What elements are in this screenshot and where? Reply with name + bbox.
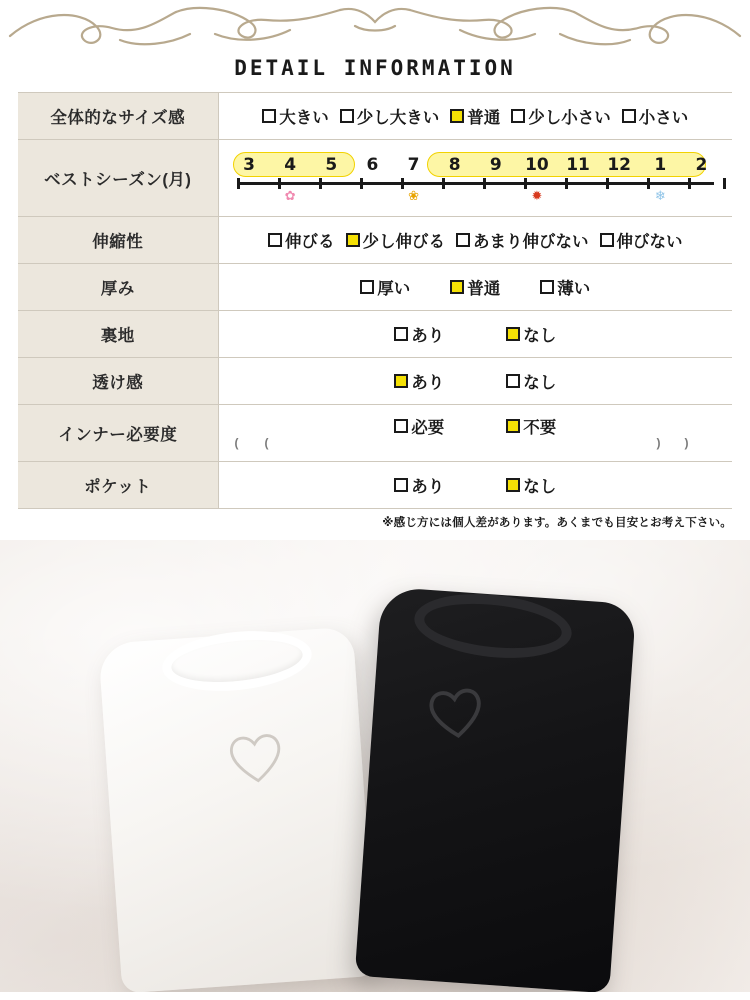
option-item-selected[interactable]: なし	[506, 322, 556, 346]
checkbox-icon[interactable]	[506, 327, 520, 341]
season-tick	[360, 178, 363, 189]
checkbox-icon[interactable]	[346, 233, 360, 247]
season-month: 9	[489, 155, 502, 175]
option-item[interactable]: あまり伸びない	[456, 228, 589, 252]
checkbox-icon[interactable]	[450, 109, 464, 123]
decorative-divider	[0, 0, 750, 52]
row-value	[218, 93, 732, 140]
season-tick	[565, 178, 568, 189]
season-tick	[647, 178, 650, 189]
season-month: 3	[243, 155, 255, 175]
season-tick	[723, 178, 726, 189]
checkbox-icon[interactable]	[268, 233, 282, 247]
checkbox-icon[interactable]	[450, 280, 464, 294]
option-item-selected[interactable]: なし	[506, 473, 556, 497]
season-axis-line	[237, 182, 715, 185]
season-tick	[278, 178, 281, 189]
option-item[interactable]: 必要	[394, 414, 444, 438]
checkbox-icon[interactable]	[456, 233, 470, 247]
row-label: 全体的なサイズ感	[18, 93, 218, 140]
row-label: ベストシーズン(月)	[18, 140, 218, 217]
option-item[interactable]: 小さい	[622, 104, 689, 128]
checkbox-icon[interactable]	[394, 419, 408, 433]
season-month: 5	[325, 155, 338, 175]
option-item[interactable]: なし	[506, 369, 556, 393]
sunflower-icon: ❀	[408, 188, 420, 203]
season-tick	[688, 178, 691, 189]
row-label: インナー必要度	[18, 405, 218, 462]
maple-leaf-icon: ✹	[531, 188, 543, 203]
checkbox-icon[interactable]	[506, 419, 520, 433]
table-row	[18, 405, 732, 462]
season-axis	[229, 178, 723, 188]
checkbox-icon[interactable]	[340, 109, 354, 123]
checkbox-icon[interactable]	[506, 374, 520, 388]
season-month: 1	[654, 155, 667, 175]
option-item-selected[interactable]: あり	[394, 369, 444, 393]
option-item[interactable]: 少し大きい	[340, 104, 440, 128]
table-row	[18, 217, 732, 264]
checkbox-icon[interactable]	[394, 327, 408, 341]
checkbox-icon[interactable]	[540, 280, 554, 294]
option-item[interactable]: 大きい	[262, 104, 329, 128]
heart-cutout-icon	[425, 682, 487, 744]
season-month: 7	[407, 155, 420, 175]
disclaimer-note: ※感じ方には個人差があります。あくまでも目安とお考え下さい。	[382, 517, 732, 529]
option-item[interactable]: あり	[394, 473, 444, 497]
season-month: 10	[525, 155, 549, 175]
checkbox-icon[interactable]	[622, 109, 636, 123]
season-tick	[442, 178, 445, 189]
row-label: 厚み	[18, 264, 218, 311]
season-month: 12	[607, 155, 632, 175]
checkbox-icon[interactable]	[511, 109, 525, 123]
season-tick	[524, 178, 527, 189]
option-item-selected[interactable]: 普通	[450, 275, 500, 299]
table-row	[18, 93, 732, 140]
heart-cutout-icon	[225, 727, 287, 789]
row-value	[218, 358, 732, 405]
row-value	[218, 217, 732, 264]
row-label: 透け感	[18, 358, 218, 405]
option-item-selected[interactable]: 不要	[506, 414, 556, 438]
checkbox-icon[interactable]	[394, 374, 408, 388]
season-month: 2	[695, 155, 708, 175]
season-tick	[483, 178, 486, 189]
option-item-selected[interactable]: 少し伸びる	[346, 228, 446, 252]
row-value	[218, 311, 732, 358]
option-item[interactable]: あり	[394, 322, 444, 346]
decorative-parens: ( ( ) )	[234, 436, 689, 450]
cherry-blossom-icon: ✿	[284, 188, 296, 203]
option-item[interactable]: 伸びない	[600, 228, 683, 252]
row-value	[218, 405, 732, 462]
checkbox-icon[interactable]	[262, 109, 276, 123]
season-month: 11	[566, 155, 590, 175]
season-tick	[606, 178, 609, 189]
checkbox-icon[interactable]	[506, 478, 520, 492]
season-month: 4	[284, 155, 297, 175]
season-month: 6	[366, 155, 379, 175]
table-row	[18, 462, 732, 509]
option-item[interactable]: 少し小さい	[511, 104, 611, 128]
row-label: 伸縮性	[18, 217, 218, 264]
row-label: ポケット	[18, 462, 218, 509]
product-photo	[0, 540, 750, 992]
row-value	[218, 264, 732, 311]
page-title: DETAIL INFORMATION	[234, 56, 516, 80]
detail-information-table	[18, 92, 732, 509]
row-value	[218, 140, 732, 217]
option-item[interactable]: 伸びる	[268, 228, 335, 252]
snowflake-icon: ❄	[654, 188, 666, 203]
row-value	[218, 462, 732, 509]
checkbox-icon[interactable]	[600, 233, 614, 247]
checkbox-icon[interactable]	[394, 478, 408, 492]
season-tick	[401, 178, 404, 189]
season-month: 8	[448, 155, 461, 175]
table-row	[18, 358, 732, 405]
option-item-selected[interactable]: 普通	[450, 104, 500, 128]
table-row	[18, 140, 732, 217]
row-label: 裏地	[18, 311, 218, 358]
best-season-scale	[227, 149, 725, 207]
checkbox-icon[interactable]	[360, 280, 374, 294]
option-item[interactable]: 薄い	[540, 275, 590, 299]
table-row	[18, 311, 732, 358]
season-tick	[237, 178, 240, 189]
option-item[interactable]: 厚い	[360, 275, 410, 299]
table-row	[18, 264, 732, 311]
season-tick	[319, 178, 322, 189]
